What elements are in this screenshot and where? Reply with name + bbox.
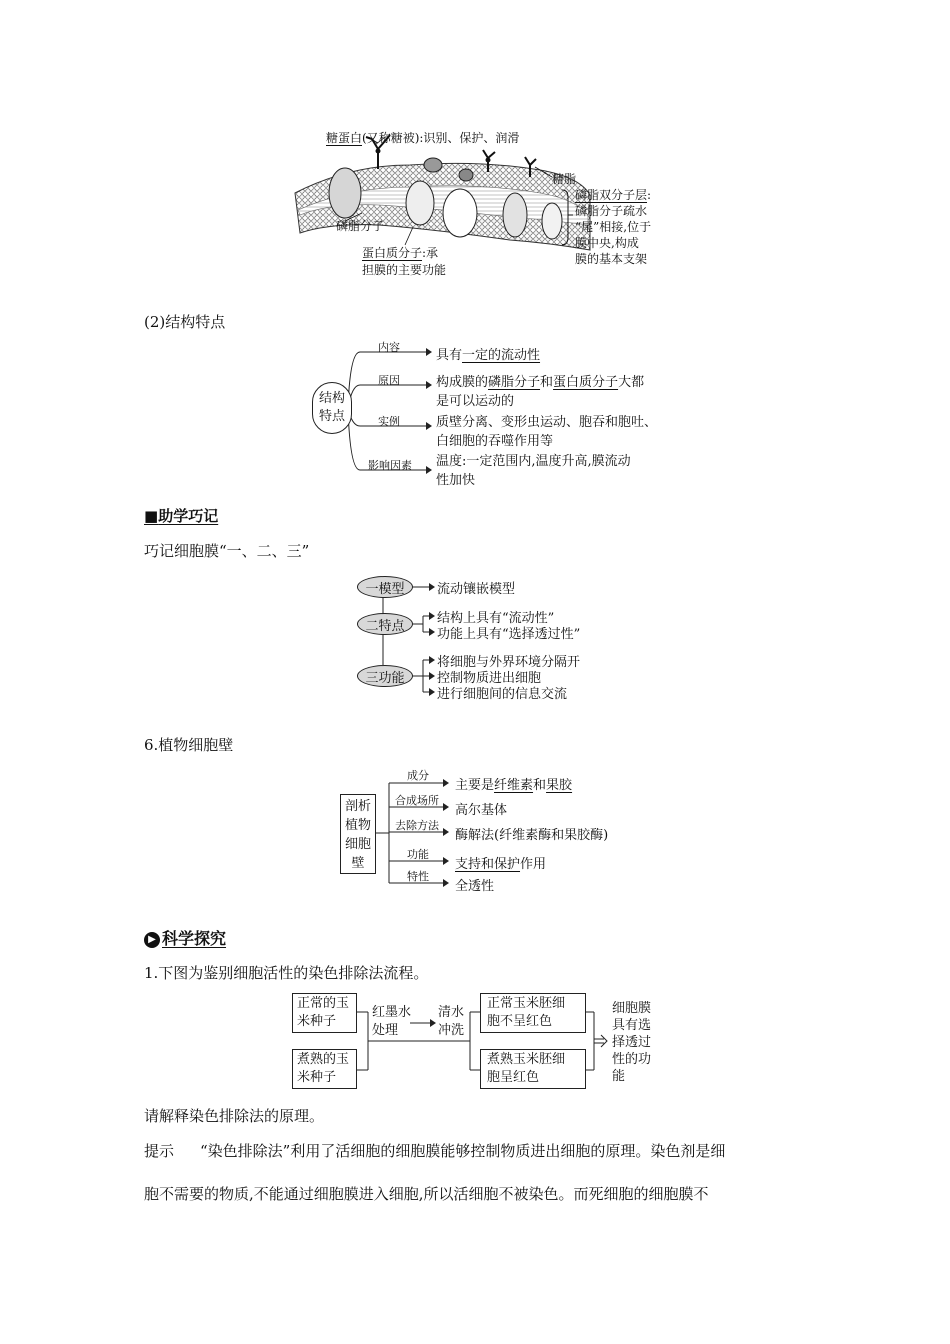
science-question-2: 请解释染色排除法的原理。 <box>144 1107 325 1125</box>
cw-text-removal: 酶解法(纤维素酶和果胶酶) <box>455 828 609 843</box>
normal-seed-1: 正常的玉 <box>297 996 350 1011</box>
branch-label-reason: 原因 <box>378 374 400 387</box>
surface-protein-2 <box>459 169 473 181</box>
bilayer-label: 磷脂双分子层: 磷脂分子疏水 “尾”相接,位于 膜中央,构成 膜的基本支架 <box>575 188 652 266</box>
structure-center <box>312 382 352 434</box>
memory-tip-heading <box>144 505 218 526</box>
result-normal-box <box>480 993 586 1033</box>
result-cooked-1: 煮熟玉米胚细 <box>487 1052 566 1067</box>
cw-label-function: 功能 <box>407 848 429 861</box>
memory-tip-subtitle: 巧记细胞膜“一、二、三” <box>144 542 310 560</box>
conclusion-text <box>612 1000 651 1085</box>
cw-label-composition: 成分 <box>407 769 429 782</box>
protein-5 <box>542 203 562 239</box>
structure-diagram <box>300 340 660 490</box>
node1-line1: 流动镶嵌模型 <box>437 582 516 597</box>
memory-diagram <box>355 572 615 702</box>
result-normal-2: 胞不呈红色 <box>487 1014 553 1029</box>
protein-desc-2: 担膜的主要功能 <box>362 263 447 277</box>
cw-text-composition: 主要是纤维素和果胶 <box>455 778 573 793</box>
node-two-features: 二特点 <box>357 613 413 635</box>
bilayer-term: 磷脂双分子层 <box>575 188 648 202</box>
dye-exclusion-flow <box>290 990 670 1095</box>
branch-text-factor-2: 性加快 <box>436 473 476 488</box>
branch-label-factor: 影响因素 <box>368 459 412 472</box>
cell-wall-center <box>340 794 376 874</box>
conclusion-5: 能 <box>612 1069 626 1084</box>
structure-center-line1: 结构 <box>318 391 345 406</box>
cell-wall-center-4: 壁 <box>351 856 365 871</box>
conclusion-2: 具有选 <box>612 1018 652 1033</box>
protein-3 <box>443 189 477 237</box>
normal-seed-2: 米种子 <box>297 1014 337 1029</box>
branch-text-factor-1: 温度:一定范围内,温度升高,膜流动 <box>436 454 631 469</box>
step1-2: 处理 <box>372 1023 399 1038</box>
protein-1 <box>329 168 361 218</box>
conclusion-4: 性的功 <box>612 1052 652 1067</box>
glycolipid-label: 糖脂 <box>552 172 577 186</box>
cw-label-site: 合成场所 <box>395 794 439 807</box>
glycoprotein-term: 糖蛋白 <box>326 131 363 145</box>
protein-2 <box>406 181 434 225</box>
surface-protein-1 <box>424 158 442 172</box>
bilayer-desc-1: 磷脂分子疏水 <box>575 204 648 218</box>
membrane-figure <box>290 125 670 285</box>
structure-center-line2: 特点 <box>318 409 345 424</box>
glycoprotein-label <box>326 129 519 146</box>
cell-wall-heading: 6.植物细胞壁 <box>144 736 234 754</box>
bilayer-desc-3: 膜中央,构成 <box>575 236 639 250</box>
cell-wall-diagram <box>335 765 655 895</box>
node2-line1: 结构上具有“流动性” <box>437 611 555 626</box>
memory-tip-title: 助学巧记 <box>158 507 219 525</box>
step2-2: 冲洗 <box>438 1023 465 1038</box>
hint-text-1: “染色排除法”利用了活细胞的细胞膜能够控制物质进出细胞的原理。染色剂是细 <box>200 1142 726 1160</box>
protein-term: 蛋白质分子 <box>362 246 423 260</box>
glycoprotein-desc: (又称糖被):识别、保护、润滑 <box>362 131 520 145</box>
bilayer-desc-4: 膜的基本支架 <box>575 252 648 266</box>
play-icon: ▶ <box>144 932 160 948</box>
node3-line3: 进行细胞间的信息交流 <box>437 687 568 702</box>
node-one-model: 一模型 <box>357 576 413 598</box>
branch-text-example-2: 白细胞的吞噬作用等 <box>436 434 554 449</box>
normal-seed-box <box>292 993 357 1033</box>
hint-line-2: 胞不需要的物质,不能通过细胞膜进入细胞,所以活细胞不被染色。而死细胞的细胞膜不 <box>144 1185 709 1203</box>
branch-text-content: 具有一定的流动性 <box>436 348 541 363</box>
result-cooked-box <box>480 1049 586 1089</box>
step1-1: 红墨水 <box>372 1005 412 1020</box>
result-cooked-2: 胞呈红色 <box>487 1070 540 1085</box>
branch-text-factor <box>436 452 631 490</box>
square-icon: ■ <box>144 507 159 525</box>
step-red-ink <box>372 1004 411 1040</box>
node3-line2: 控制物质进出细胞 <box>437 671 542 686</box>
bilayer-desc-2: “尾”相接,位于 <box>575 220 652 234</box>
protein-label <box>362 245 446 279</box>
protein-desc-1: :承 <box>422 246 439 260</box>
protein-4 <box>503 193 527 237</box>
cell-wall-center-1: 剖析 <box>344 799 371 814</box>
cw-text-site: 高尔基体 <box>455 803 508 818</box>
branch-label-example: 实例 <box>378 415 400 428</box>
branch-label-content: 内容 <box>378 341 400 354</box>
cooked-seed-1: 煮熟的玉 <box>297 1052 350 1067</box>
branch-text-reason: 构成膜的磷脂分子和蛋白质分子大都 是可以运动的 <box>436 375 645 409</box>
cooked-seed-2: 米种子 <box>297 1070 337 1085</box>
node-three-functions: 三功能 <box>357 665 413 687</box>
result-normal-1: 正常玉米胚细 <box>487 996 566 1011</box>
cw-label-removal: 去除方法 <box>395 819 439 832</box>
cell-wall-center-2: 植物 <box>344 818 371 833</box>
cw-text-function: 支持和保护作用 <box>455 857 547 872</box>
step-rinse <box>438 1004 464 1040</box>
phospholipid-label: 磷脂分子 <box>336 219 385 233</box>
step2-1: 清水 <box>438 1005 465 1020</box>
structure-heading: (2)结构特点 <box>144 313 226 331</box>
science-question-1: 1.下图为鉴别细胞活性的染色排除法流程。 <box>144 964 429 982</box>
branch-text-reason-2: 是可以运动的 <box>436 394 515 409</box>
conclusion-1: 细胞膜 <box>612 1001 652 1016</box>
hint-line-1 <box>144 1140 725 1161</box>
node3-line1: 将细胞与外界环境分隔开 <box>437 655 581 670</box>
cw-text-property: 全透性 <box>455 879 495 894</box>
branch-text-example-1: 质壁分离、变形虫运动、胞吞和胞吐、 <box>436 415 658 430</box>
science-heading <box>144 926 226 949</box>
conclusion-3: 择透过 <box>612 1035 652 1050</box>
cw-label-property: 特性 <box>407 870 429 883</box>
cooked-seed-box <box>292 1049 357 1089</box>
science-title: 科学探究 <box>162 929 227 948</box>
node2-line2: 功能上具有“选择透过性” <box>437 627 581 642</box>
cell-wall-center-3: 细胞 <box>344 837 371 852</box>
branch-text-example <box>436 413 657 451</box>
hint-label: 提示 <box>144 1142 175 1160</box>
